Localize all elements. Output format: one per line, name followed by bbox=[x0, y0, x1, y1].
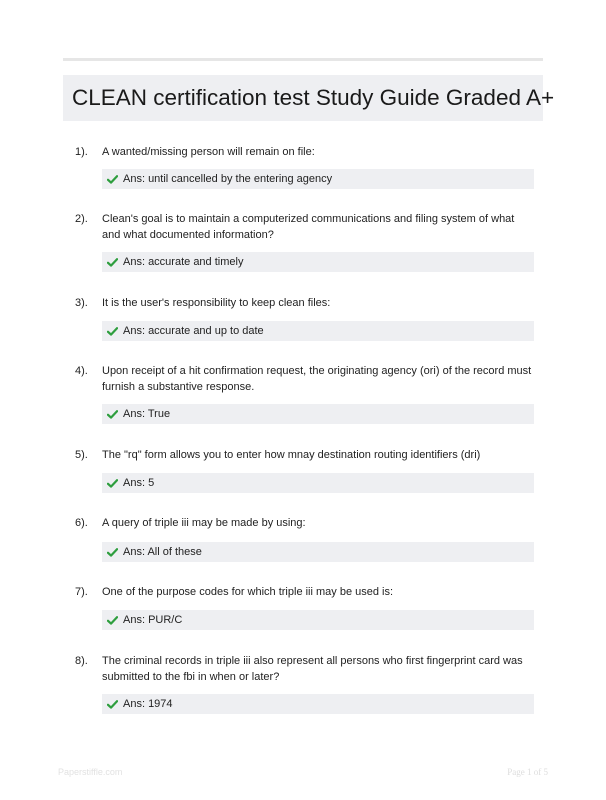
check-icon bbox=[107, 479, 118, 488]
answer-box bbox=[102, 404, 534, 424]
question-text: It is the user's responsibility to keep clean files: bbox=[102, 297, 331, 309]
page-title: CLEAN certification test Study Guide Graded A+ bbox=[72, 85, 555, 110]
answer-text: Ans: 5 bbox=[123, 477, 155, 489]
check-icon bbox=[107, 548, 118, 557]
answer-box bbox=[102, 252, 534, 272]
check-icon bbox=[107, 700, 118, 709]
question-number: 2). bbox=[75, 213, 88, 225]
check-icon bbox=[107, 616, 118, 625]
answer-text: Ans: until cancelled by the entering agency bbox=[123, 173, 333, 185]
question-text: One of the purpose codes for which triple iii may be used is: bbox=[102, 586, 394, 598]
question-number: 3). bbox=[75, 297, 88, 309]
header-rule bbox=[63, 58, 543, 61]
question-text: Upon receipt of a hit confirmation request, the originating agency (ori) of the record must furnish a substantive response. bbox=[102, 365, 532, 393]
answer-box bbox=[102, 169, 534, 189]
title-banner bbox=[63, 75, 555, 121]
question-text: The criminal records in triple iii also represent all persons who first fingerprint card was submitted to the fbi in when or later? bbox=[102, 655, 523, 683]
question-number: 7). bbox=[75, 586, 88, 598]
question-number: 4). bbox=[75, 365, 88, 377]
page-number: Page 1 of 5 bbox=[507, 767, 548, 777]
question-number: 6). bbox=[75, 517, 88, 529]
answer-text: Ans: 1974 bbox=[123, 698, 173, 710]
answer-box bbox=[102, 610, 534, 630]
question-number: 5). bbox=[75, 449, 88, 461]
answer-text: Ans: All of these bbox=[123, 546, 202, 558]
question-number: 1). bbox=[75, 146, 88, 158]
question-text: A wanted/missing person will remain on file: bbox=[102, 146, 315, 158]
question-text: A query of triple iii may be made by using: bbox=[102, 517, 306, 529]
question-number: 8). bbox=[75, 655, 88, 667]
answer-text: Ans: PUR/C bbox=[123, 614, 183, 626]
check-icon bbox=[107, 175, 118, 184]
footer-site: Paperstiffle.com bbox=[58, 767, 123, 777]
answer-text: Ans: True bbox=[123, 408, 171, 420]
answer-box bbox=[102, 542, 534, 562]
answer-box bbox=[102, 694, 534, 714]
check-icon bbox=[107, 410, 118, 419]
answer-text: Ans: accurate and up to date bbox=[123, 325, 264, 337]
answer-text: Ans: accurate and timely bbox=[123, 256, 244, 268]
answer-box bbox=[102, 321, 534, 341]
question-text: Clean's goal is to maintain a computerized communications and filing system of what and what documented information? bbox=[102, 213, 515, 241]
answer-box bbox=[102, 473, 534, 493]
check-icon bbox=[107, 258, 118, 267]
check-icon bbox=[107, 327, 118, 336]
question-text: The "rq" form allows you to enter how mnay destination routing identifiers (dri) bbox=[102, 449, 481, 461]
